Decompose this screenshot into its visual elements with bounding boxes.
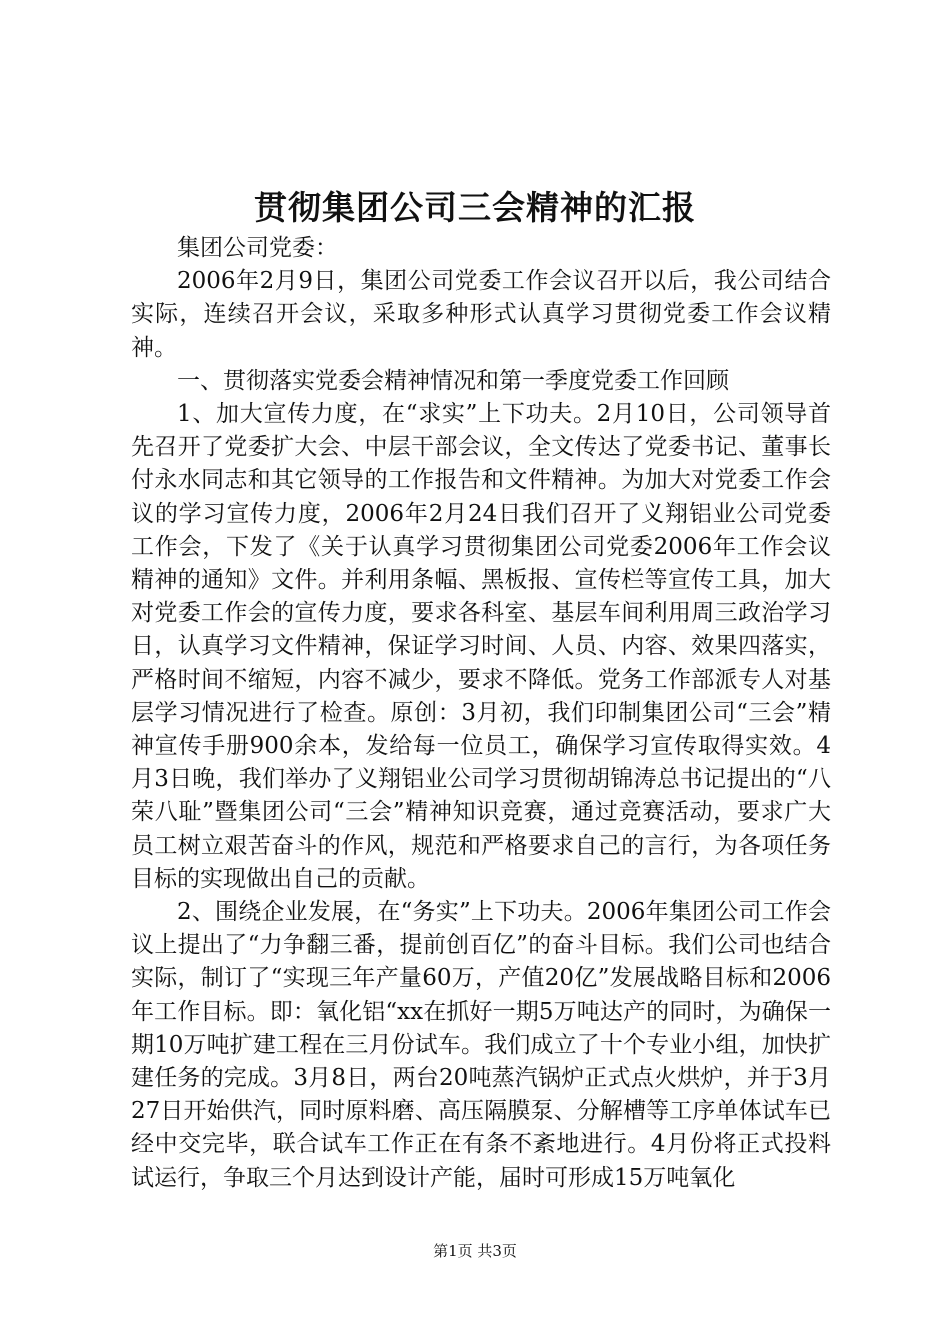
- body-paragraph: 1、加大宣传力度，在“求实”上下功夫。2月10日，公司领导首先召开了党委扩大会、中层干部会议，全文传达了党委书记、董事长付永水同志和其它领导的工作报告和文件精神。为加大对党委工作会议的学习宣传力度，2006年2月24日我们召开了义翔铝业公司党委工作会，下发了《关于认真学习贯彻集团公司党委2006年工作会议精神的通知》文件。并利用条幅、黑板报、宣传栏等宣传工具，加大对党委工作会的宣传力度，要求各科室、基层车间利用周三政治学习日，认真学习文件精神，保证学习时间、人员、内容、效果四落实，严格时间不缩短，内容不减少，要求不降低。党务工作部派专人对基层学习情况进行了检查。原创：3月初，我们印制集团公司“三会”精神宣传手册900余本，发给每一位员工，确保学习宣传取得实效。4月3日晚，我们举办了义翔铝业公司学习贯彻胡锦涛总书记提出的“八荣八耻”暨集团公司“三会”精神知识竞赛，通过竞赛活动，要求广大员工树立艰苦奋斗的作风，规范和严格要求自己的言行，为各项任务目标的实现做出自己的贡献。: [131, 401, 831, 892]
- section-heading: 一、贯彻落实党委会精神情况和第一季度党委工作回顾: [177, 367, 729, 394]
- document-title: 贯彻集团公司三会精神的汇报: [254, 188, 696, 227]
- document-body: [131, 232, 831, 1195]
- body-paragraph: 2006年2月9日，集团公司党委工作会议召开以后，我公司结合实际，连续召开会议，采取多种形式认真学习贯彻党委工作会议精神。: [131, 268, 831, 361]
- page-footer: 第1页 共3页: [433, 1242, 517, 1260]
- body-paragraph: 2、围绕企业发展，在“务实”上下功夫。2006年集团公司工作会议上提出了“力争翻三番，提前创百亿”的奋斗目标。我们公司也结合实际，制订了“实现三年产量60万，产值20亿”发展战略目标和2006年工作目标。即：氧化铝“xx在抓好一期5万吨达产的同时，为确保一期10万吨扩建工程在三月份试车。我们成立了十个专业小组，加快扩建任务的完成。3月8日，两台20吨蒸汽锅炉正式点火烘炉，并于3月27日开始供汽，同时原料磨、高压隔膜泵、分解槽等工序单体试车已经中交完毕，联合试车工作正在有条不紊地进行。4月份将正式投料试运行，争取三个月达到设计产能，届时可形成15万吨氧化: [131, 899, 831, 1191]
- salutation: 集团公司党委：: [177, 235, 338, 261]
